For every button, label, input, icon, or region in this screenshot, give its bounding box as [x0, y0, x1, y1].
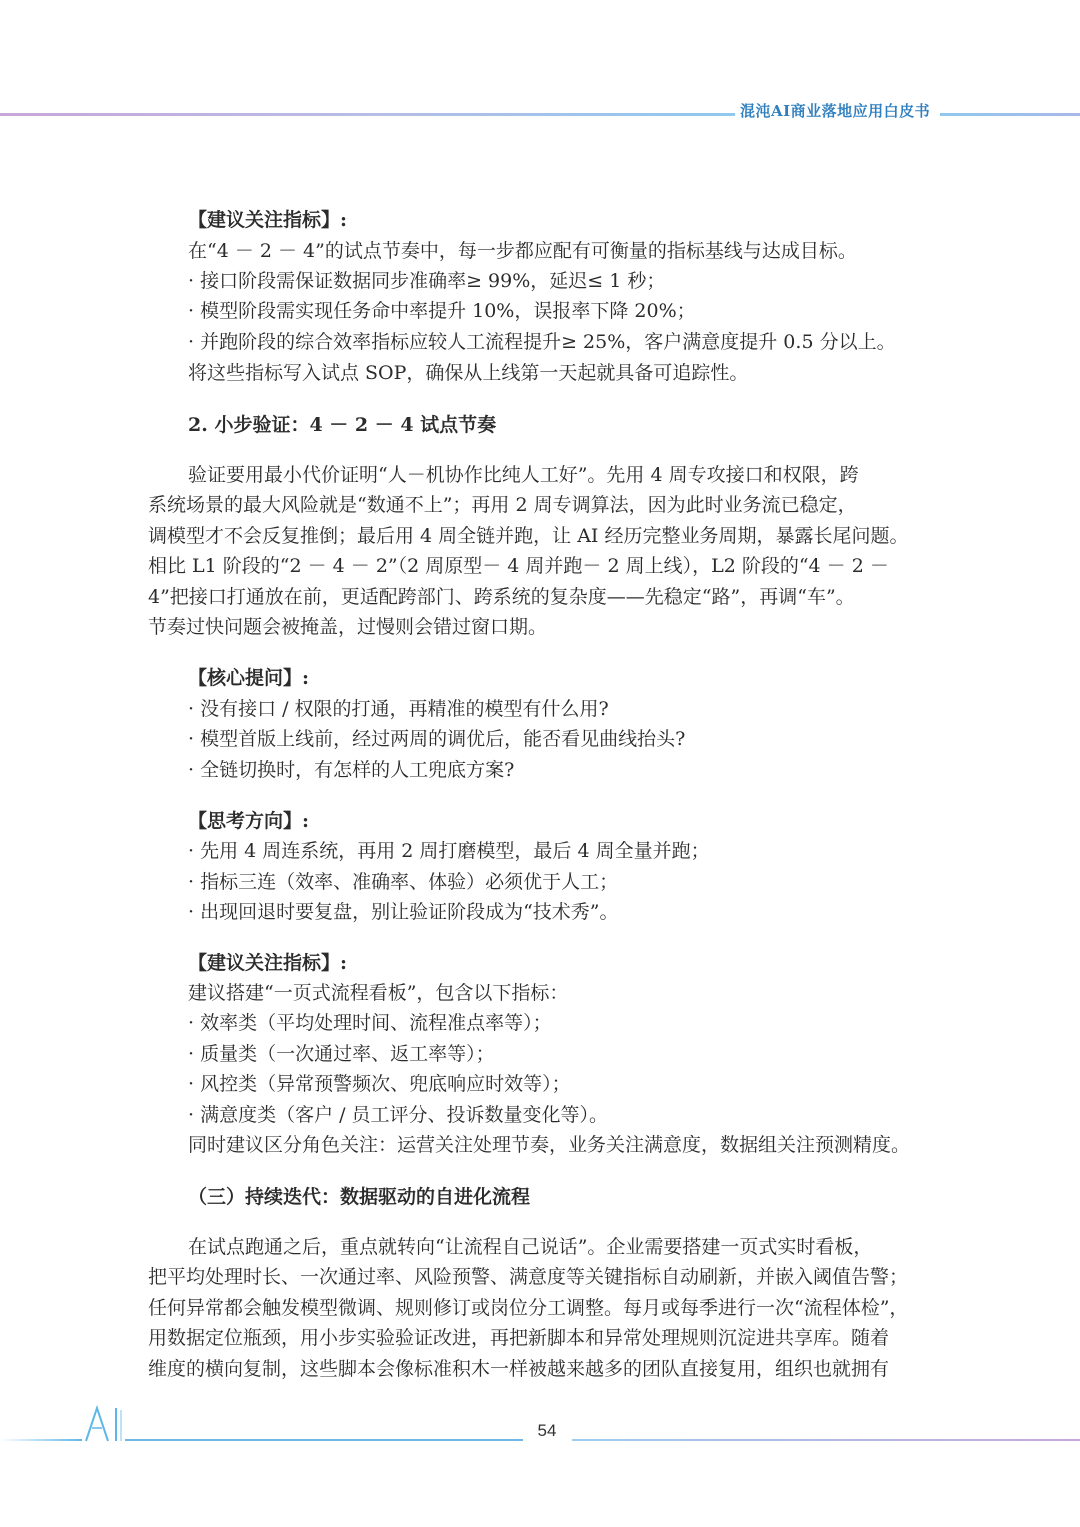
bullet-item: · 全链切换时，有怎样的人工兜底方案? — [188, 759, 515, 781]
footer-rule-mid — [125, 1439, 523, 1441]
header-rule-right — [940, 113, 1080, 116]
bullet-item: · 接口阶段需保证数据同步准确率≥ 99%，延迟≤ 1 秒； — [188, 270, 666, 292]
bullet-item: · 出现回退时要复盘，别让验证阶段成为“技术秀”。 — [188, 901, 619, 923]
paragraph-line: 任何异常都会触发模型微调、规则修订或岗位分工调整。每月或每季进行一次“流程体检”， — [148, 1297, 909, 1319]
footer-rule-left — [0, 1439, 82, 1441]
section-label-questions: 【核心提问】: — [188, 667, 310, 689]
running-header-title: 混沌AI商业落地应用白皮书 — [740, 102, 931, 120]
paragraph-line: 建议搭建“一页式流程看板”，包含以下指标： — [188, 982, 569, 1004]
paragraph-line: 将这些指标写入试点 SOP，确保从上线第一天起就具备可追踪性。 — [188, 362, 749, 384]
header-rule-left — [0, 113, 735, 116]
footer-rule-right — [572, 1439, 1080, 1441]
bullet-item: · 指标三连（效率、准确率、体验）必须优于人工； — [188, 871, 619, 893]
bullet-item: · 效率类（平均处理时间、流程准点率等）； — [188, 1012, 552, 1034]
bullet-item: · 模型阶段需实现任务命中率提升 10%，误报率下降 20%； — [188, 300, 696, 322]
paragraph-line: 把平均处理时长、一次通过率、风险预警、满意度等关键指标自动刷新，并嵌入阈值告警； — [148, 1266, 909, 1288]
ai-logo-icon — [80, 1404, 130, 1444]
paragraph-line: 调模型才不会反复推倒；最后用 4 周全链并跑，让 AI 经历完整业务周期，暴露长尾问题。 — [148, 525, 909, 547]
paragraph-line: 同时建议区分角色关注：运营关注处理节奏，业务关注满意度，数据组关注预测精度。 — [188, 1134, 911, 1156]
section-label-directions: 【思考方向】: — [188, 810, 310, 832]
paragraph-line: 系统场景的最大风险就是“数通不上”；再用 2 周专调算法，因为此时业务流已稳定， — [148, 494, 857, 516]
bullet-item: · 质量类（一次通过率、返工率等）； — [188, 1043, 495, 1065]
paragraph-line: 相比 L1 阶段的“2 － 4 － 2”（2 周原型－ 4 周并跑－ 2 周上线），L2 阶段的“4 － 2 － — [148, 555, 889, 577]
page-number: 54 — [537, 1421, 557, 1440]
paragraph-line: 在试点跑通之后，重点就转向“让流程自己说话”。企业需要搭建一页式实时看板， — [188, 1236, 873, 1258]
bullet-item: · 没有接口 / 权限的打通，再精准的模型有什么用? — [188, 698, 609, 720]
paragraph-line: 用数据定位瓶颈，用小步实验验证改进，再把新脚本和异常处理规则沉淀进共享库。随着 — [148, 1327, 890, 1349]
section-label-metrics: 【建议关注指标】: — [188, 209, 348, 231]
paragraph-line: 在“4 － 2 － 4”的试点节奏中，每一步都应配有可衡量的指标基线与达成目标。 — [188, 240, 857, 262]
bullet-item: · 模型首版上线前，经过两周的调优后，能否看见曲线抬头? — [188, 728, 686, 750]
section-heading: 2. 小步验证：4 － 2 － 4 试点节奏 — [188, 414, 497, 436]
bullet-item: · 并跑阶段的综合效率指标应较人工流程提升≥ 25%，客户满意度提升 0.5 分以上。 — [188, 331, 896, 353]
paragraph-line: 节奏过快问题会被掩盖，过慢则会错过窗口期。 — [148, 616, 548, 638]
bullet-item: · 满意度类（客户 / 员工评分、投诉数量变化等）。 — [188, 1104, 609, 1126]
paragraph-line: 维度的横向复制，这些脚本会像标准积木一样被越来越多的团队直接复用，组织也就拥有 — [148, 1358, 890, 1380]
section-heading: （三）持续迭代：数据驱动的自进化流程 — [188, 1186, 531, 1208]
paragraph-line: 4”把接口打通放在前，更适配跨部门、跨系统的复杂度——先稳定“路”，再调“车”。 — [148, 586, 855, 608]
bullet-item: · 风控类（异常预警频次、兜底响应时效等）； — [188, 1073, 571, 1095]
section-label-metrics: 【建议关注指标】: — [188, 952, 348, 974]
bullet-item: · 先用 4 周连系统，再用 2 周打磨模型，最后 4 周全量并跑； — [188, 840, 710, 862]
paragraph-line: 验证要用最小代价证明“人－机协作比纯人工好”。先用 4 周专攻接口和权限，跨 — [188, 464, 859, 486]
